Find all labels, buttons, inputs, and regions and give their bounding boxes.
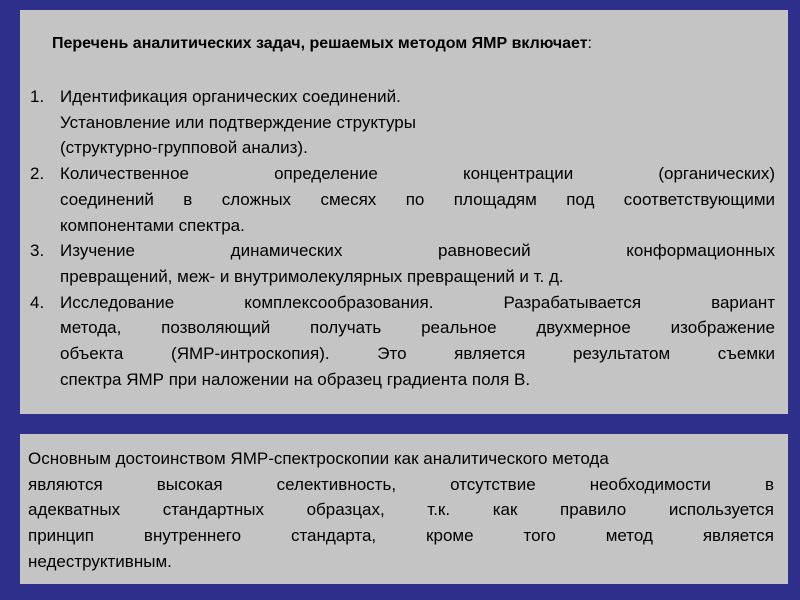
conclusion-line: Основным достоинством ЯМР-спектроскопии как аналитического метода [28, 449, 609, 468]
task-line: Исследование комплексообразования. Разрабатывается вариант [60, 292, 775, 312]
task-number: 3. [30, 241, 45, 261]
task-line: соединений в сложных смесях по площадям под соответствующими [60, 189, 775, 209]
conclusion-paragraph [28, 446, 774, 575]
task-line: превращений, меж- и внутримолекулярных превращений и т. д. [60, 266, 564, 286]
slide-heading-text: Перечень аналитических задач, решаемых методом ЯМР включает [52, 35, 588, 52]
task-item-1 [30, 84, 775, 161]
task-text [60, 238, 775, 289]
slide-heading [52, 34, 592, 54]
task-text [60, 290, 775, 393]
task-line: метода, позволяющий получать реальное двухмерное изображение [60, 318, 775, 338]
task-number: 1. [30, 87, 45, 106]
task-text [60, 84, 775, 161]
task-line: Установление или подтверждение структуры [60, 112, 416, 132]
task-line: (структурно-групповой анализ). [60, 138, 308, 158]
task-number: 2. [30, 164, 45, 184]
task-text [60, 161, 775, 238]
slide-heading-colon: : [587, 35, 592, 52]
task-line: Изучение динамических равновесий конформационных [60, 241, 775, 261]
task-list [30, 84, 775, 392]
task-item-4 [30, 290, 775, 393]
conclusion-line: являются высокая селективность, отсутствие необходимости в [28, 474, 774, 494]
conclusion-line: адекватных стандартных образцах, т.к. как правило используется [28, 500, 774, 520]
conclusion-line: недеструктивным. [28, 551, 172, 571]
task-line: Количественное определение концентрации (органических) [60, 164, 775, 184]
task-number: 4. [30, 292, 45, 312]
task-line: объекта (ЯМР-интроскопия). Это является результатом съемки [60, 344, 775, 364]
task-item-2 [30, 161, 775, 238]
task-line: спектра ЯМР при наложении на образец градиента поля В. [60, 369, 531, 389]
task-line: Идентификация органических соединений. [60, 87, 401, 106]
task-item-3 [30, 238, 775, 289]
task-line: компонентами спектра. [60, 215, 245, 235]
conclusion-line: принцип внутреннего стандарта, кроме того метод является [28, 526, 774, 546]
